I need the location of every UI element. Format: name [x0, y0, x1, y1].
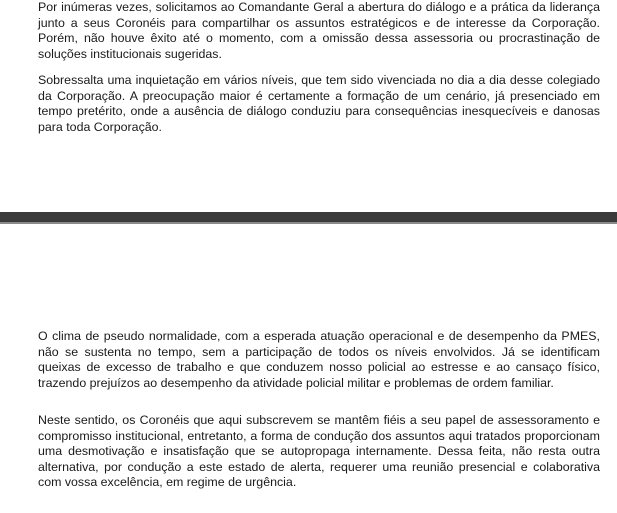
document-page-top: [0, 0, 617, 212]
paragraph-meeting-request: Neste sentido, os Coronéis que aqui subscrevem se mantêm fiéis a seu papel de assessoramento e compromisso institucional, entretanto, a forma de condução dos assuntos aqui tratados proporcionam uma desmotivação e insatisfação que se autopropaga internamente. Dessa feita, não resta outra alternativa, por condução a este estado de alerta, requerer uma reunião presencial e colaborativa com vossa excelência, em regime de urgência.: [38, 413, 600, 489]
paragraph-inquietude: Sobressalta uma inquietação em vários níveis, que tem sido vivenciada no dia a dia desse colegiado da Corporação. A preocupação maior é certamente a formação de um cenário, já presenciado em tempo pretérito, onde a ausência de diálogo conduziu para consequências inesquecíveis e danosas para toda Corporação.: [38, 73, 600, 134]
document-page-bottom: [0, 224, 617, 513]
paragraph-dialogue-request: Por inúmeras vezes, solicitamos ao Comandante Geral a abertura do diálogo e a prática da liderança junto a seus Coronéis para compartilhar os assuntos estratégicos e de interesse da Corporação. Porém, não houve êxito até o momento, com a omissão dessa assessoria ou procrastinação de soluções institucionais sugeridas.: [38, 0, 600, 61]
paragraph-pseudo-normality: O clima de pseudo normalidade, com a esperada atuação operacional e de desempenho da PMES, não se sustenta no tempo, sem a participação de todos os níveis envolvidos. Já se identificam queixas de excesso de trabalho e que conduzem nosso policial ao estresse e ao cansaço físico, trazendo prejuízos ao desempenho da atividade policial militar e problemas de ordem familiar.: [38, 329, 600, 390]
